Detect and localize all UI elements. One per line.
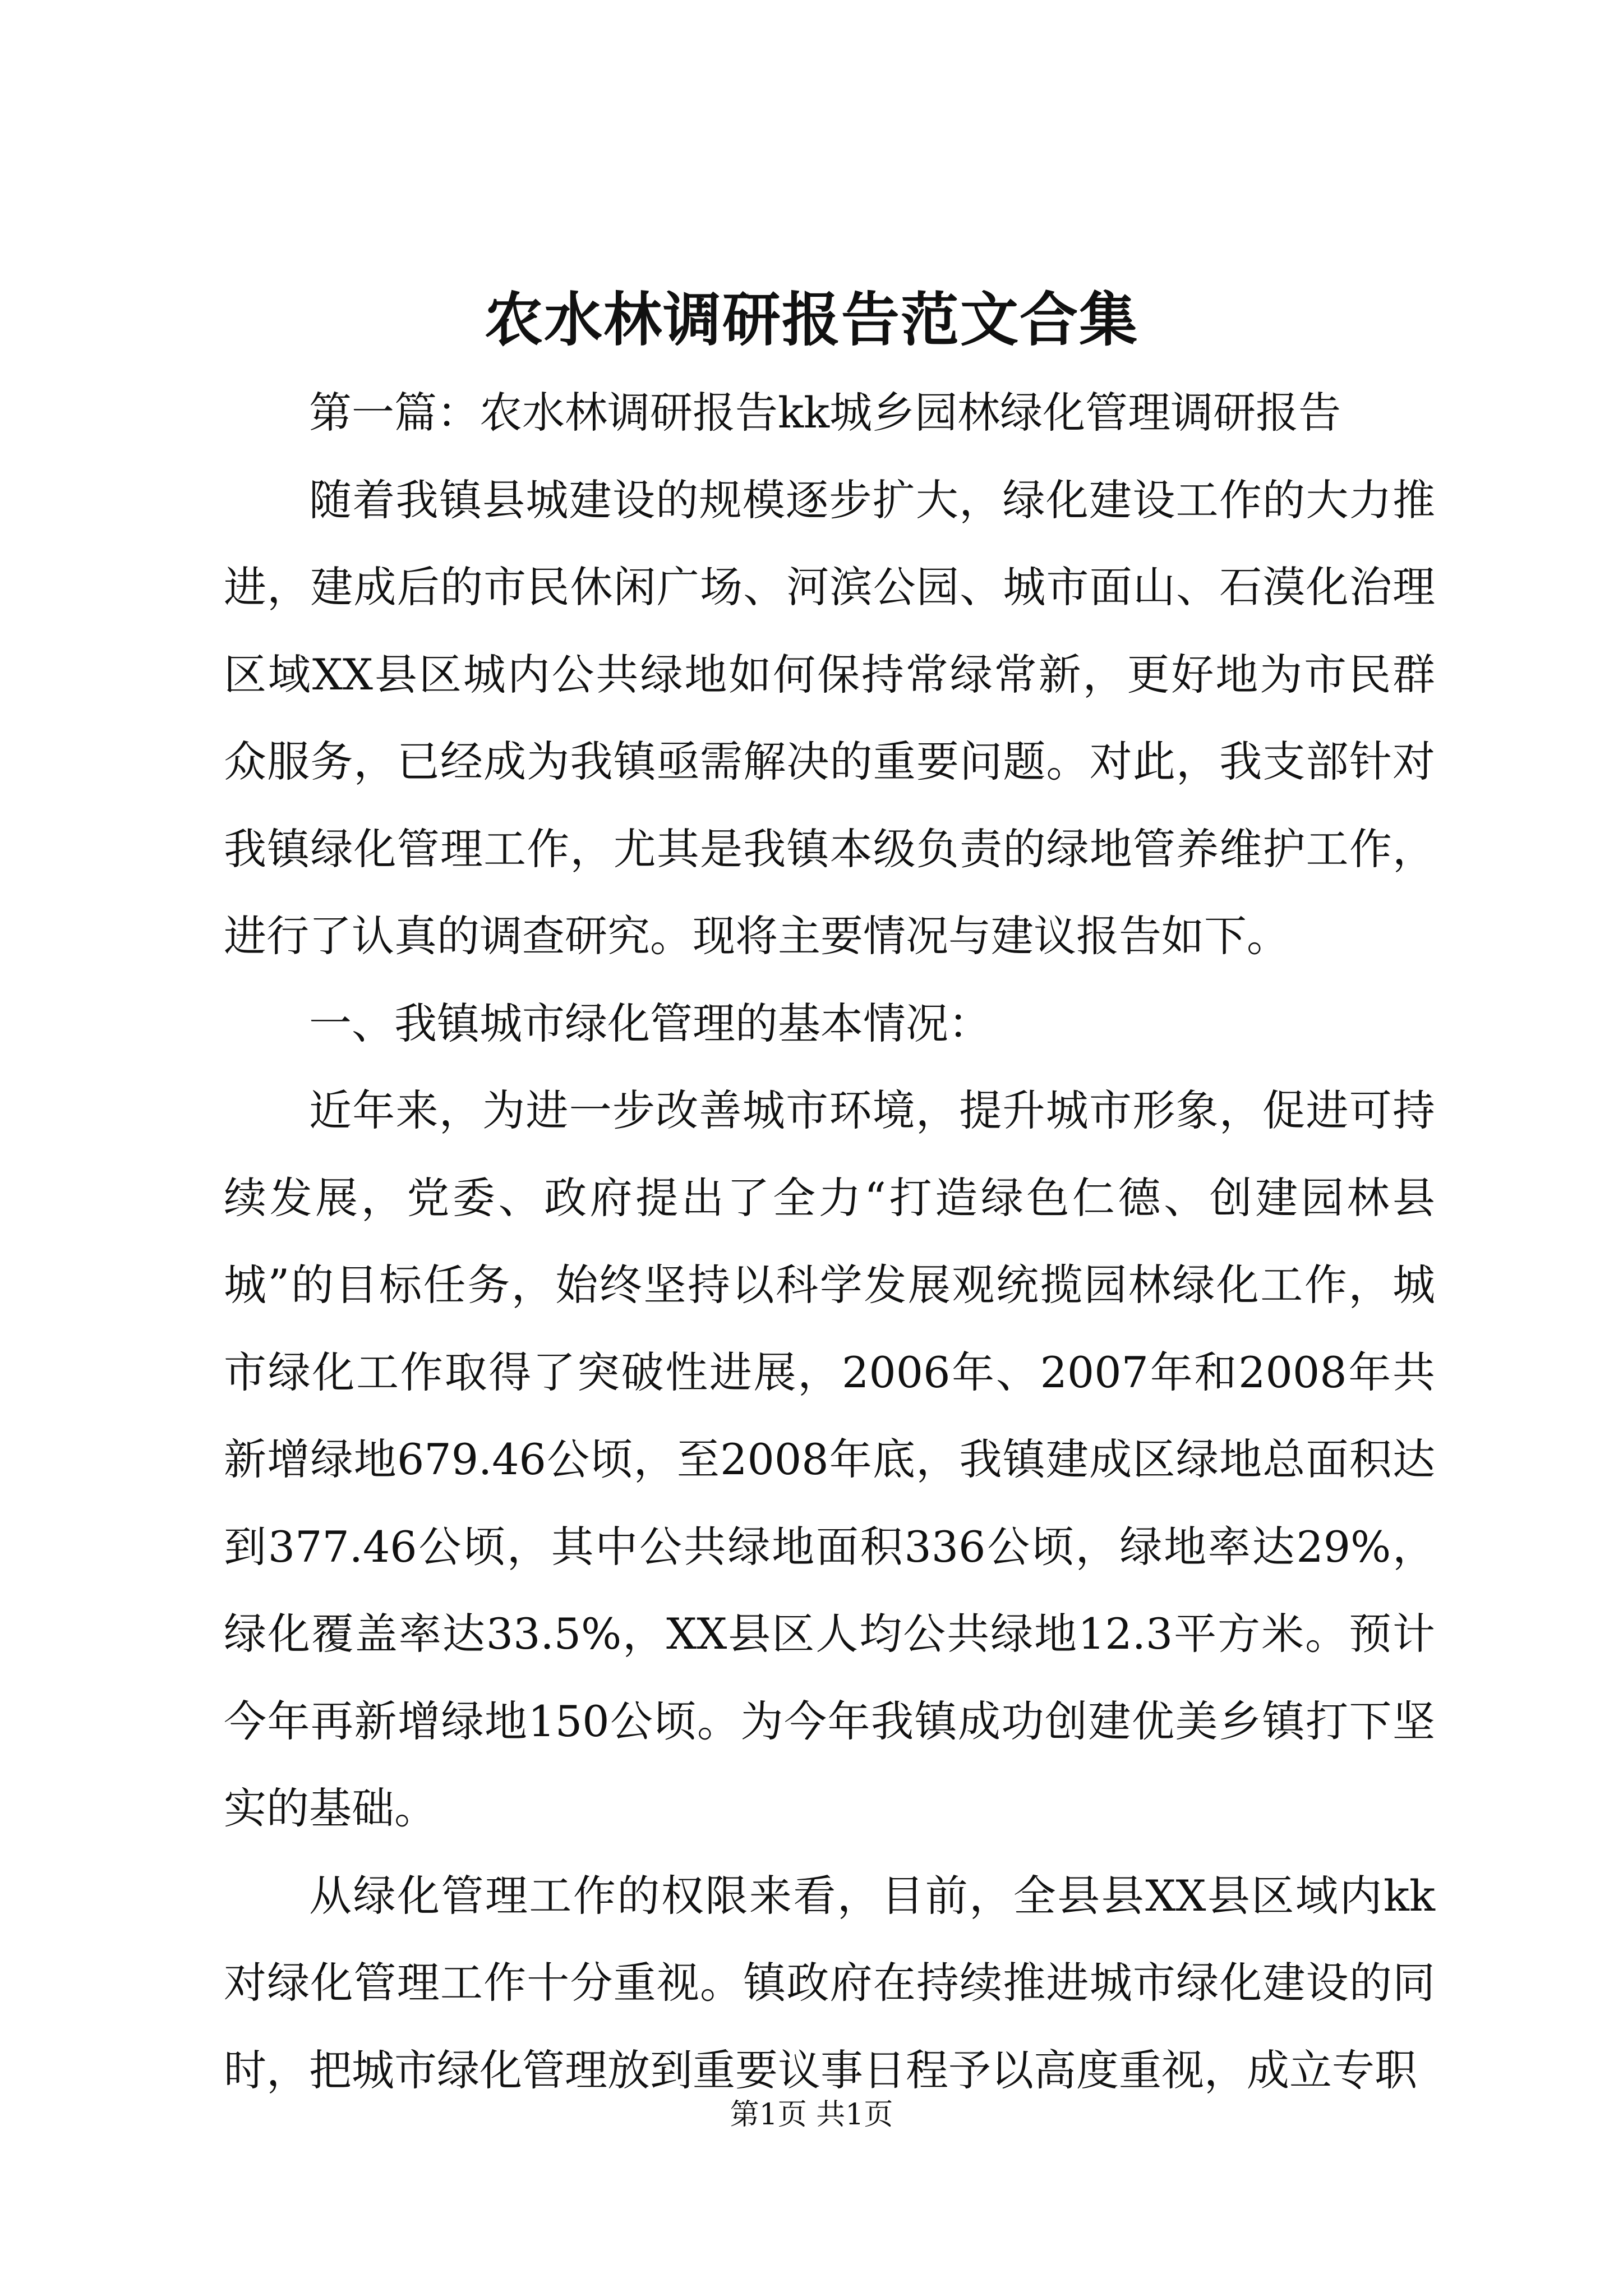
section-heading-basic-situation: 一、我镇城市绿化管理的基本情况： bbox=[309, 998, 991, 1048]
page-number-footer: 第1页 共1页 bbox=[730, 2098, 893, 2132]
body-paragraph-recent-years: 近年来，为进一步改善城市环境，提升城市形象，促进可持续发展，党委、政府提出了全力“打造绿色仁德、创建园林县城”的目标任务，始终坚持以科学发展观统揽园林绿化工作，城市绿化工作取得了突破性进展，2006年、2007年和2008年共新增绿地679.46公顷，至2008年底，我镇建成区绿地总面积达到377.46公顷，其中公共绿地面积336公顷，绿地率达29%，绿化覆盖率达33.5%，XX县区人均公共绿地12.3平方米。预计今年再新增绿地150公顷。为今年我镇成功创建优美乡镇打下坚实的基础。 bbox=[224, 1085, 1435, 1833]
document-body bbox=[224, 369, 1435, 2114]
document-title: 农水林调研报告范文合集 bbox=[484, 285, 1138, 354]
body-paragraph-management-authority: 从绿化管理工作的权限来看，目前，全县县XX县区域内kk对绿化管理工作十分重视。镇政府在持续推进城市绿化建设的同时，把城市绿化管理放到重要议事日程予以高度重视，成立专职 bbox=[224, 1870, 1435, 2095]
body-paragraph-intro: 随着我镇县城建设的规模逐步扩大，绿化建设工作的大力推进，建成后的市民休闲广场、河滨公园、城市面山、石漠化治理区域XX县区城内公共绿地如何保持常绿常新，更好地为市民群众服务，已经成为我镇亟需解决的重要问题。对此，我支部针对我镇绿化管理工作，尤其是我镇本级负责的绿地管养维护工作，进行了认真的调查研究。现将主要情况与建议报告如下。 bbox=[224, 475, 1435, 961]
section-heading-first-article: 第一篇：农水林调研报告kk城乡园林绿化管理调研报告 bbox=[309, 388, 1341, 438]
